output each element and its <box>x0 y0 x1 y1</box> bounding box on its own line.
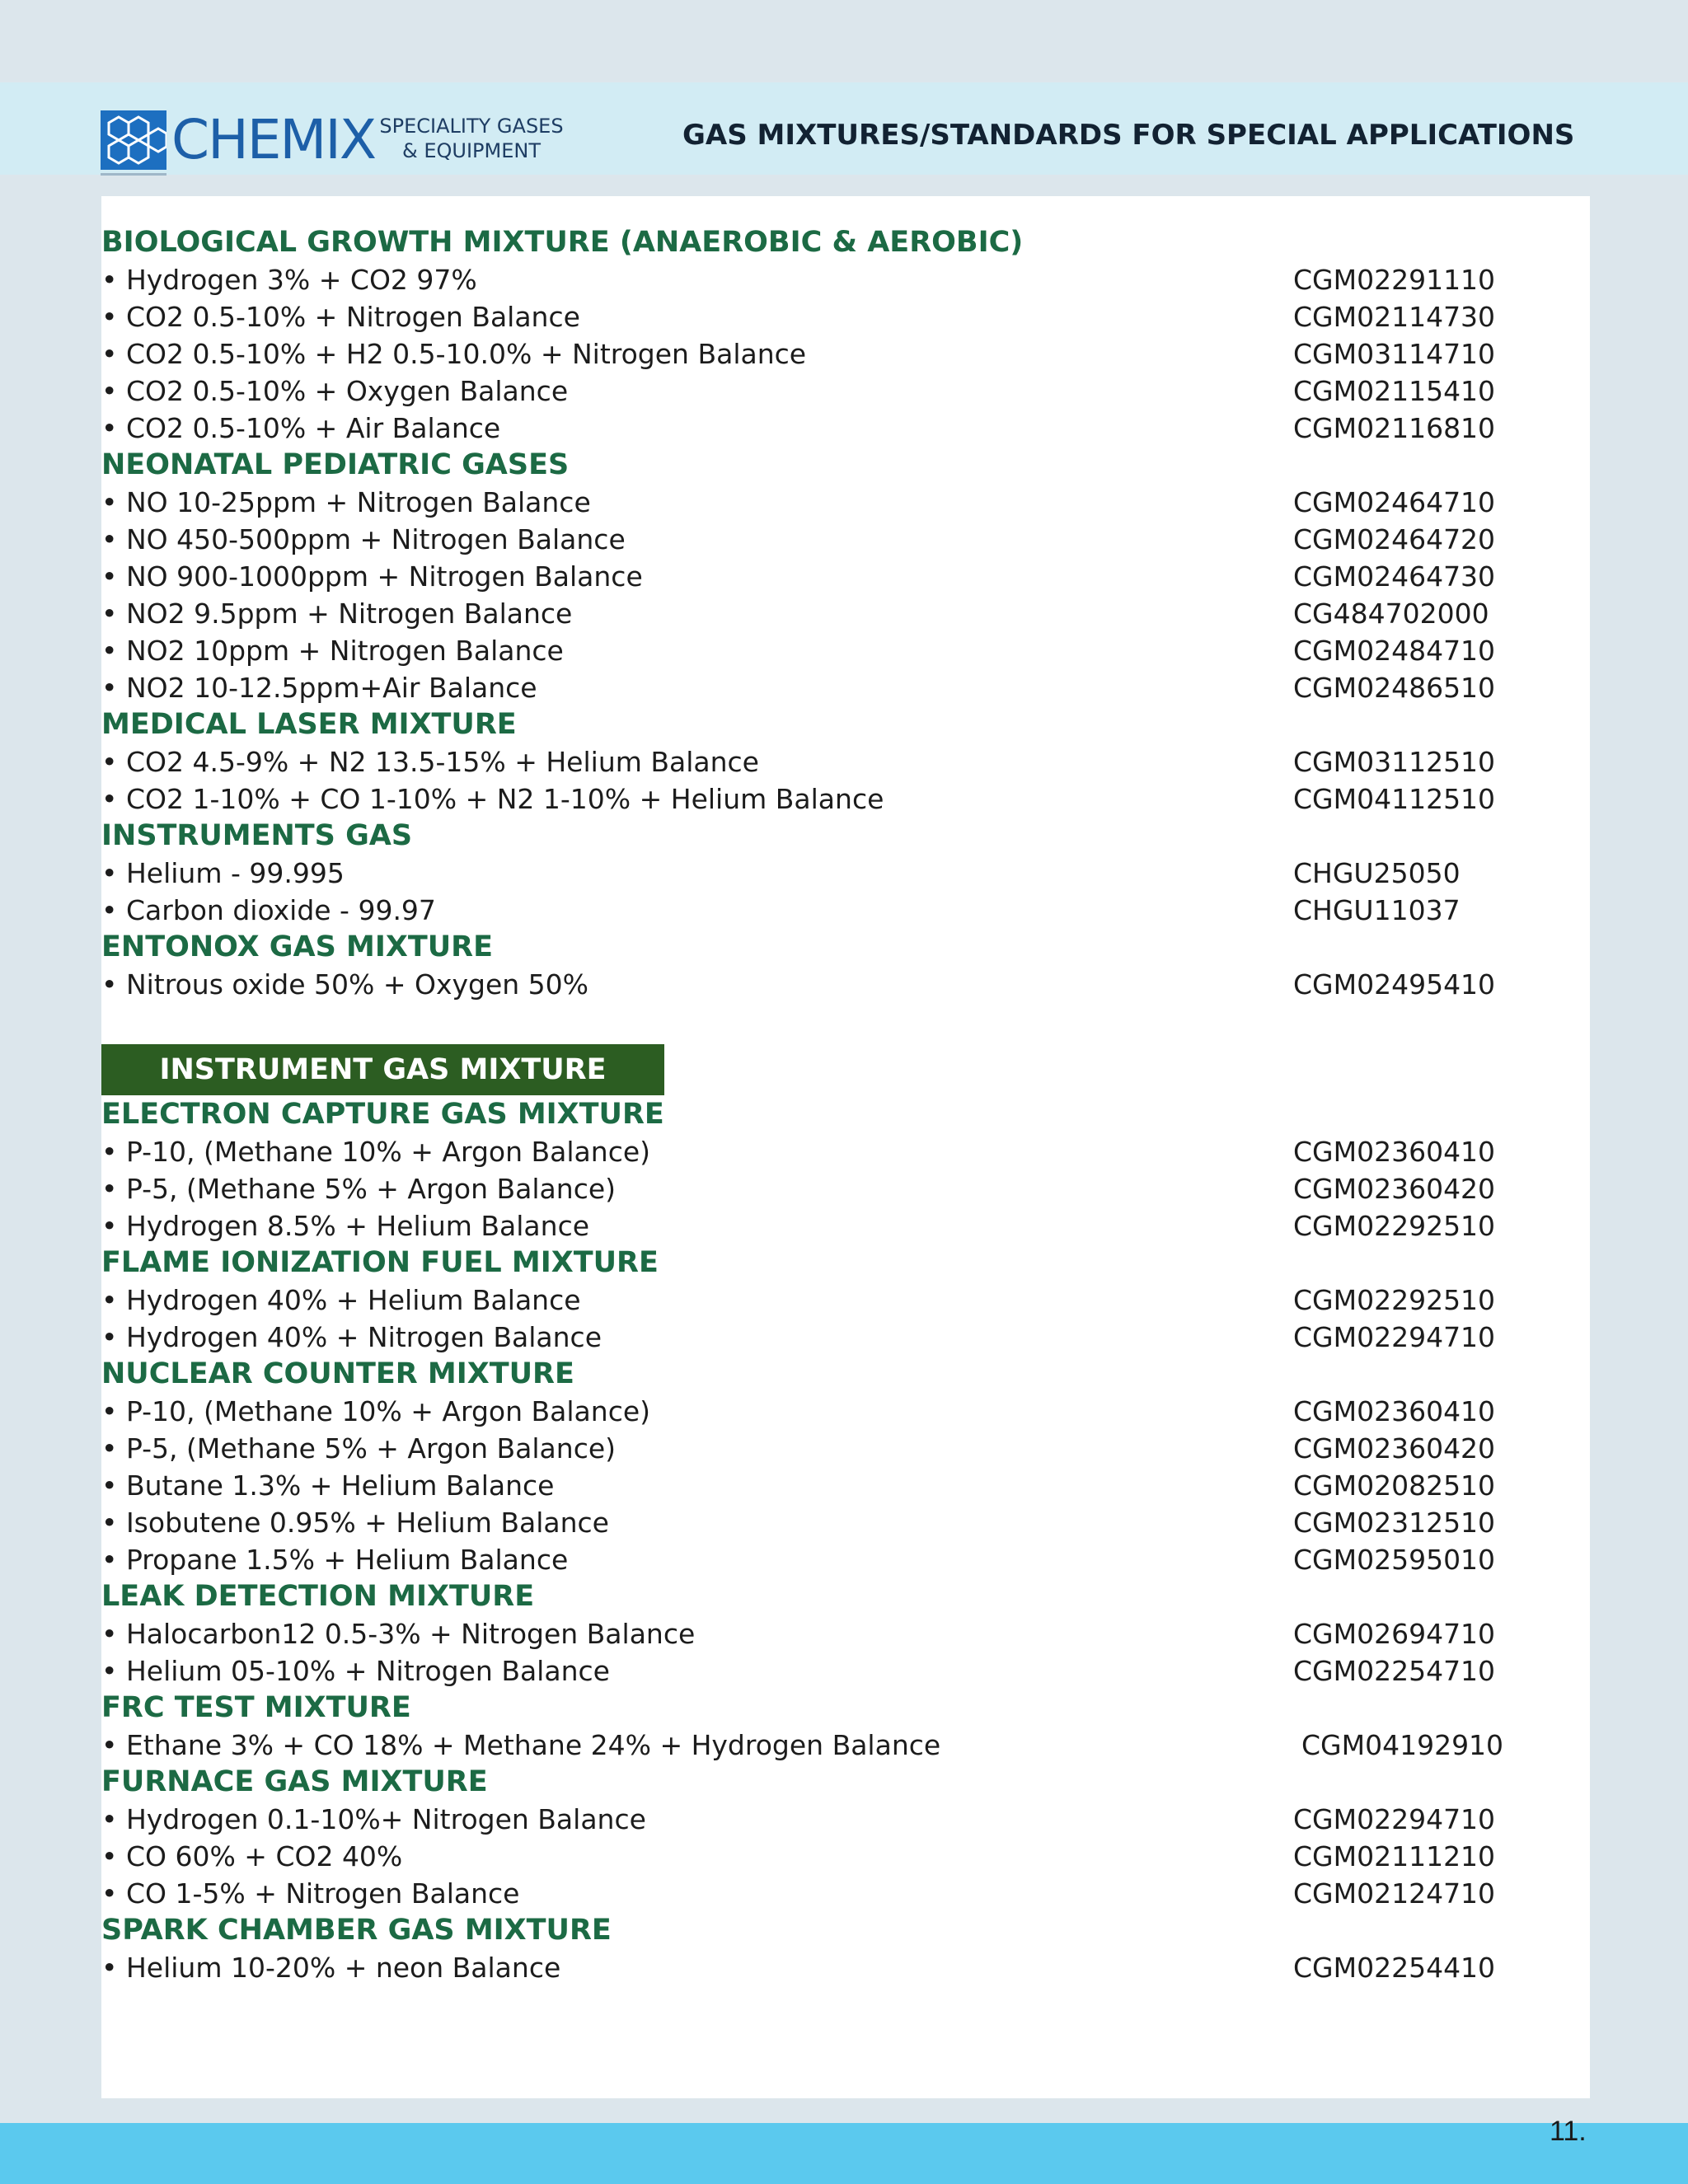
gas-item-code: CGM02495410 <box>1293 968 1496 1001</box>
gas-item-row <box>101 1282 1503 1319</box>
gas-item-row <box>101 1430 1503 1467</box>
gas-item-code: CGM02464730 <box>1293 560 1496 593</box>
gas-item-row <box>101 410 1503 447</box>
gas-item-code: CGM02254710 <box>1293 1655 1496 1687</box>
gas-item-code: CGM02254410 <box>1293 1952 1496 1984</box>
section-title: FURNACE GAS MIXTURE <box>101 1765 488 1798</box>
brand-tagline <box>373 114 570 163</box>
gas-item-description: • NO 450-500ppm + Nitrogen Balance <box>101 523 626 555</box>
instrument-gas-mixture-banner: INSTRUMENT GAS MIXTURE <box>101 1044 664 1095</box>
gas-item-description: • NO 10-25ppm + Nitrogen Balance <box>101 486 591 518</box>
page-heading: GAS MIXTURES/STANDARDS FOR SPECIAL APPLICATIONS <box>682 119 1575 152</box>
brand-tagline-line1: SPECIALITY GASES <box>379 115 564 138</box>
gas-item-code: CGM02082510 <box>1293 1469 1496 1502</box>
gas-item-row <box>101 1541 1503 1578</box>
section-title: ENTONOX GAS MIXTURE <box>101 930 493 963</box>
gas-item-description: • CO 60% + CO2 40% <box>101 1840 403 1872</box>
gas-item-code: CGM04112510 <box>1293 783 1496 815</box>
gas-item-code: CG484702000 <box>1293 598 1489 630</box>
gas-item-code: CHGU11037 <box>1293 894 1461 926</box>
gas-item-row <box>101 1467 1503 1504</box>
gas-item-code: CGM02294710 <box>1293 1803 1496 1835</box>
gas-item-description: • CO2 1-10% + CO 1-10% + N2 1-10% + Helium Balance <box>101 783 884 815</box>
gas-item-code: CGM02124710 <box>1293 1877 1496 1910</box>
gas-item-row <box>101 261 1503 298</box>
section-title: NEONATAL PEDIATRIC GASES <box>101 448 570 481</box>
gas-item-code: CGM02116810 <box>1293 412 1496 444</box>
gas-item-description: • NO2 10ppm + Nitrogen Balance <box>101 635 564 667</box>
gas-item-row <box>101 1727 1503 1764</box>
gas-item-code: CGM02464720 <box>1293 523 1496 555</box>
gas-item-code: CGM02360420 <box>1293 1173 1496 1205</box>
gas-item-row <box>101 780 1503 818</box>
gas-item-code: CGM02291110 <box>1293 264 1496 296</box>
gas-item-row <box>101 892 1503 929</box>
gas-item-description: • Nitrous oxide 50% + Oxygen 50% <box>101 968 589 1001</box>
gas-item-row <box>101 1319 1503 1356</box>
section-title: SPARK CHAMBER GAS MIXTURE <box>101 1914 612 1947</box>
gas-item-code: CGM02312510 <box>1293 1507 1496 1539</box>
gas-item-row <box>101 1652 1503 1690</box>
gas-item-description: • P-10, (Methane 10% + Argon Balance) <box>101 1136 651 1168</box>
gas-item-row <box>101 1133 1503 1170</box>
gas-item-description: • Helium 05-10% + Nitrogen Balance <box>101 1655 610 1687</box>
gas-item-code: CGM03114710 <box>1293 338 1496 370</box>
section-title: NUCLEAR COUNTER MIXTURE <box>101 1357 574 1390</box>
section-title: MEDICAL LASER MIXTURE <box>101 708 517 741</box>
gas-item-row <box>101 743 1503 780</box>
gas-item-code: CGM02115410 <box>1293 375 1496 407</box>
gas-item-code: CGM02486510 <box>1293 672 1496 704</box>
brand-name: CHEMIX <box>171 108 376 171</box>
section-title: FRC TEST MIXTURE <box>101 1691 411 1724</box>
gas-item-row <box>101 855 1503 892</box>
gas-item-code: CGM02484710 <box>1293 635 1496 667</box>
gas-item-description: • CO 1-5% + Nitrogen Balance <box>101 1877 520 1910</box>
gas-item-description: • NO2 9.5ppm + Nitrogen Balance <box>101 598 573 630</box>
gas-item-code: CGM02111210 <box>1293 1840 1496 1872</box>
gas-item-code: CGM02595010 <box>1293 1544 1496 1576</box>
gas-item-row <box>101 484 1503 521</box>
section-title: ELECTRON CAPTURE GAS MIXTURE <box>101 1098 664 1131</box>
gas-item-row <box>101 1207 1503 1244</box>
section-title: BIOLOGICAL GROWTH MIXTURE (ANAEROBIC & AEROBIC) <box>101 226 1024 259</box>
banner-wrap <box>101 1003 1503 1096</box>
hexagon-logo-icon <box>101 110 166 170</box>
section-title: INSTRUMENTS GAS <box>101 819 413 852</box>
gas-item-code: CGM02360410 <box>1293 1395 1496 1427</box>
gas-item-description: • Hydrogen 3% + CO2 97% <box>101 264 477 296</box>
gas-item-row <box>101 632 1503 669</box>
gas-item-description: • P-5, (Methane 5% + Argon Balance) <box>101 1432 617 1465</box>
gas-item-description: • NO2 10-12.5ppm+Air Balance <box>101 672 537 704</box>
section-title: LEAK DETECTION MIXTURE <box>101 1580 535 1613</box>
gas-item-description: • CO2 0.5-10% + Nitrogen Balance <box>101 301 580 333</box>
gas-item-description: • P-5, (Methane 5% + Argon Balance) <box>101 1173 617 1205</box>
gas-item-code: CGM02694710 <box>1293 1618 1496 1650</box>
gas-item-code: CGM02360410 <box>1293 1136 1496 1168</box>
gas-item-row <box>101 335 1503 373</box>
gas-item-row <box>101 521 1503 558</box>
gas-item-description: • Halocarbon12 0.5-3% + Nitrogen Balance <box>101 1618 696 1650</box>
gas-item-description: • Propane 1.5% + Helium Balance <box>101 1544 569 1576</box>
gas-item-description: • CO2 4.5-9% + N2 13.5-15% + Helium Balance <box>101 746 759 778</box>
gas-item-description: • CO2 0.5-10% + Air Balance <box>101 412 501 444</box>
gas-item-row <box>101 1504 1503 1541</box>
footer-band <box>0 2123 1688 2184</box>
gas-item-description: • Hydrogen 40% + Nitrogen Balance <box>101 1321 603 1353</box>
gas-item-row <box>101 1838 1503 1875</box>
sections-part1 <box>101 224 1503 1003</box>
gas-item-code: CGM02292510 <box>1293 1210 1496 1242</box>
gas-item-row <box>101 669 1503 706</box>
brand-tagline-line2: & EQUIPMENT <box>402 139 541 162</box>
gas-item-row <box>101 1801 1503 1838</box>
gas-item-row <box>101 1949 1503 1986</box>
gas-item-row <box>101 1875 1503 1912</box>
gas-item-description: • Butane 1.3% + Helium Balance <box>101 1469 555 1502</box>
gas-item-description: • P-10, (Methane 10% + Argon Balance) <box>101 1395 651 1427</box>
section-title: FLAME IONIZATION FUEL MIXTURE <box>101 1246 659 1279</box>
gas-item-code: CGM02360420 <box>1293 1432 1496 1465</box>
gas-item-description: • Hydrogen 40% + Helium Balance <box>101 1284 581 1316</box>
sections-part2 <box>101 1096 1503 1986</box>
gas-item-code: CGM02114730 <box>1293 301 1496 333</box>
gas-item-description: • NO 900-1000ppm + Nitrogen Balance <box>101 560 643 593</box>
gas-item-row <box>101 1615 1503 1652</box>
gas-item-row <box>101 966 1503 1003</box>
logo-underline <box>101 173 166 176</box>
gas-item-code: CGM03112510 <box>1293 746 1496 778</box>
gas-item-row <box>101 595 1503 632</box>
gas-item-code: CGM02294710 <box>1293 1321 1496 1353</box>
page-number: 11. <box>1550 2116 1587 2147</box>
gas-item-row <box>101 298 1503 335</box>
gas-item-code: CHGU25050 <box>1293 857 1461 889</box>
content <box>101 224 1503 1986</box>
gas-item-description: • Hydrogen 8.5% + Helium Balance <box>101 1210 590 1242</box>
gas-item-code: CGM02464710 <box>1293 486 1496 518</box>
gas-item-code: CGM02292510 <box>1293 1284 1496 1316</box>
gas-item-description: • CO2 0.5-10% + H2 0.5-10.0% + Nitrogen Balance <box>101 338 807 370</box>
gas-item-row <box>101 558 1503 595</box>
gas-item-description: • CO2 0.5-10% + Oxygen Balance <box>101 375 569 407</box>
gas-item-description: • Isobutene 0.95% + Helium Balance <box>101 1507 609 1539</box>
gas-item-code: CGM04192910 <box>1301 1729 1504 1761</box>
gas-item-description: • Carbon dioxide - 99.97 <box>101 894 436 926</box>
gas-item-row <box>101 1393 1503 1430</box>
chemix-logo <box>101 107 562 173</box>
gas-item-row <box>101 373 1503 410</box>
gas-item-row <box>101 1170 1503 1207</box>
gas-item-description: • Helium - 99.995 <box>101 857 345 889</box>
gas-item-description: • Helium 10-20% + neon Balance <box>101 1952 561 1984</box>
gas-item-description: • Hydrogen 0.1-10%+ Nitrogen Balance <box>101 1803 646 1835</box>
gas-item-description: • Ethane 3% + CO 18% + Methane 24% + Hydrogen Balance <box>101 1729 941 1761</box>
